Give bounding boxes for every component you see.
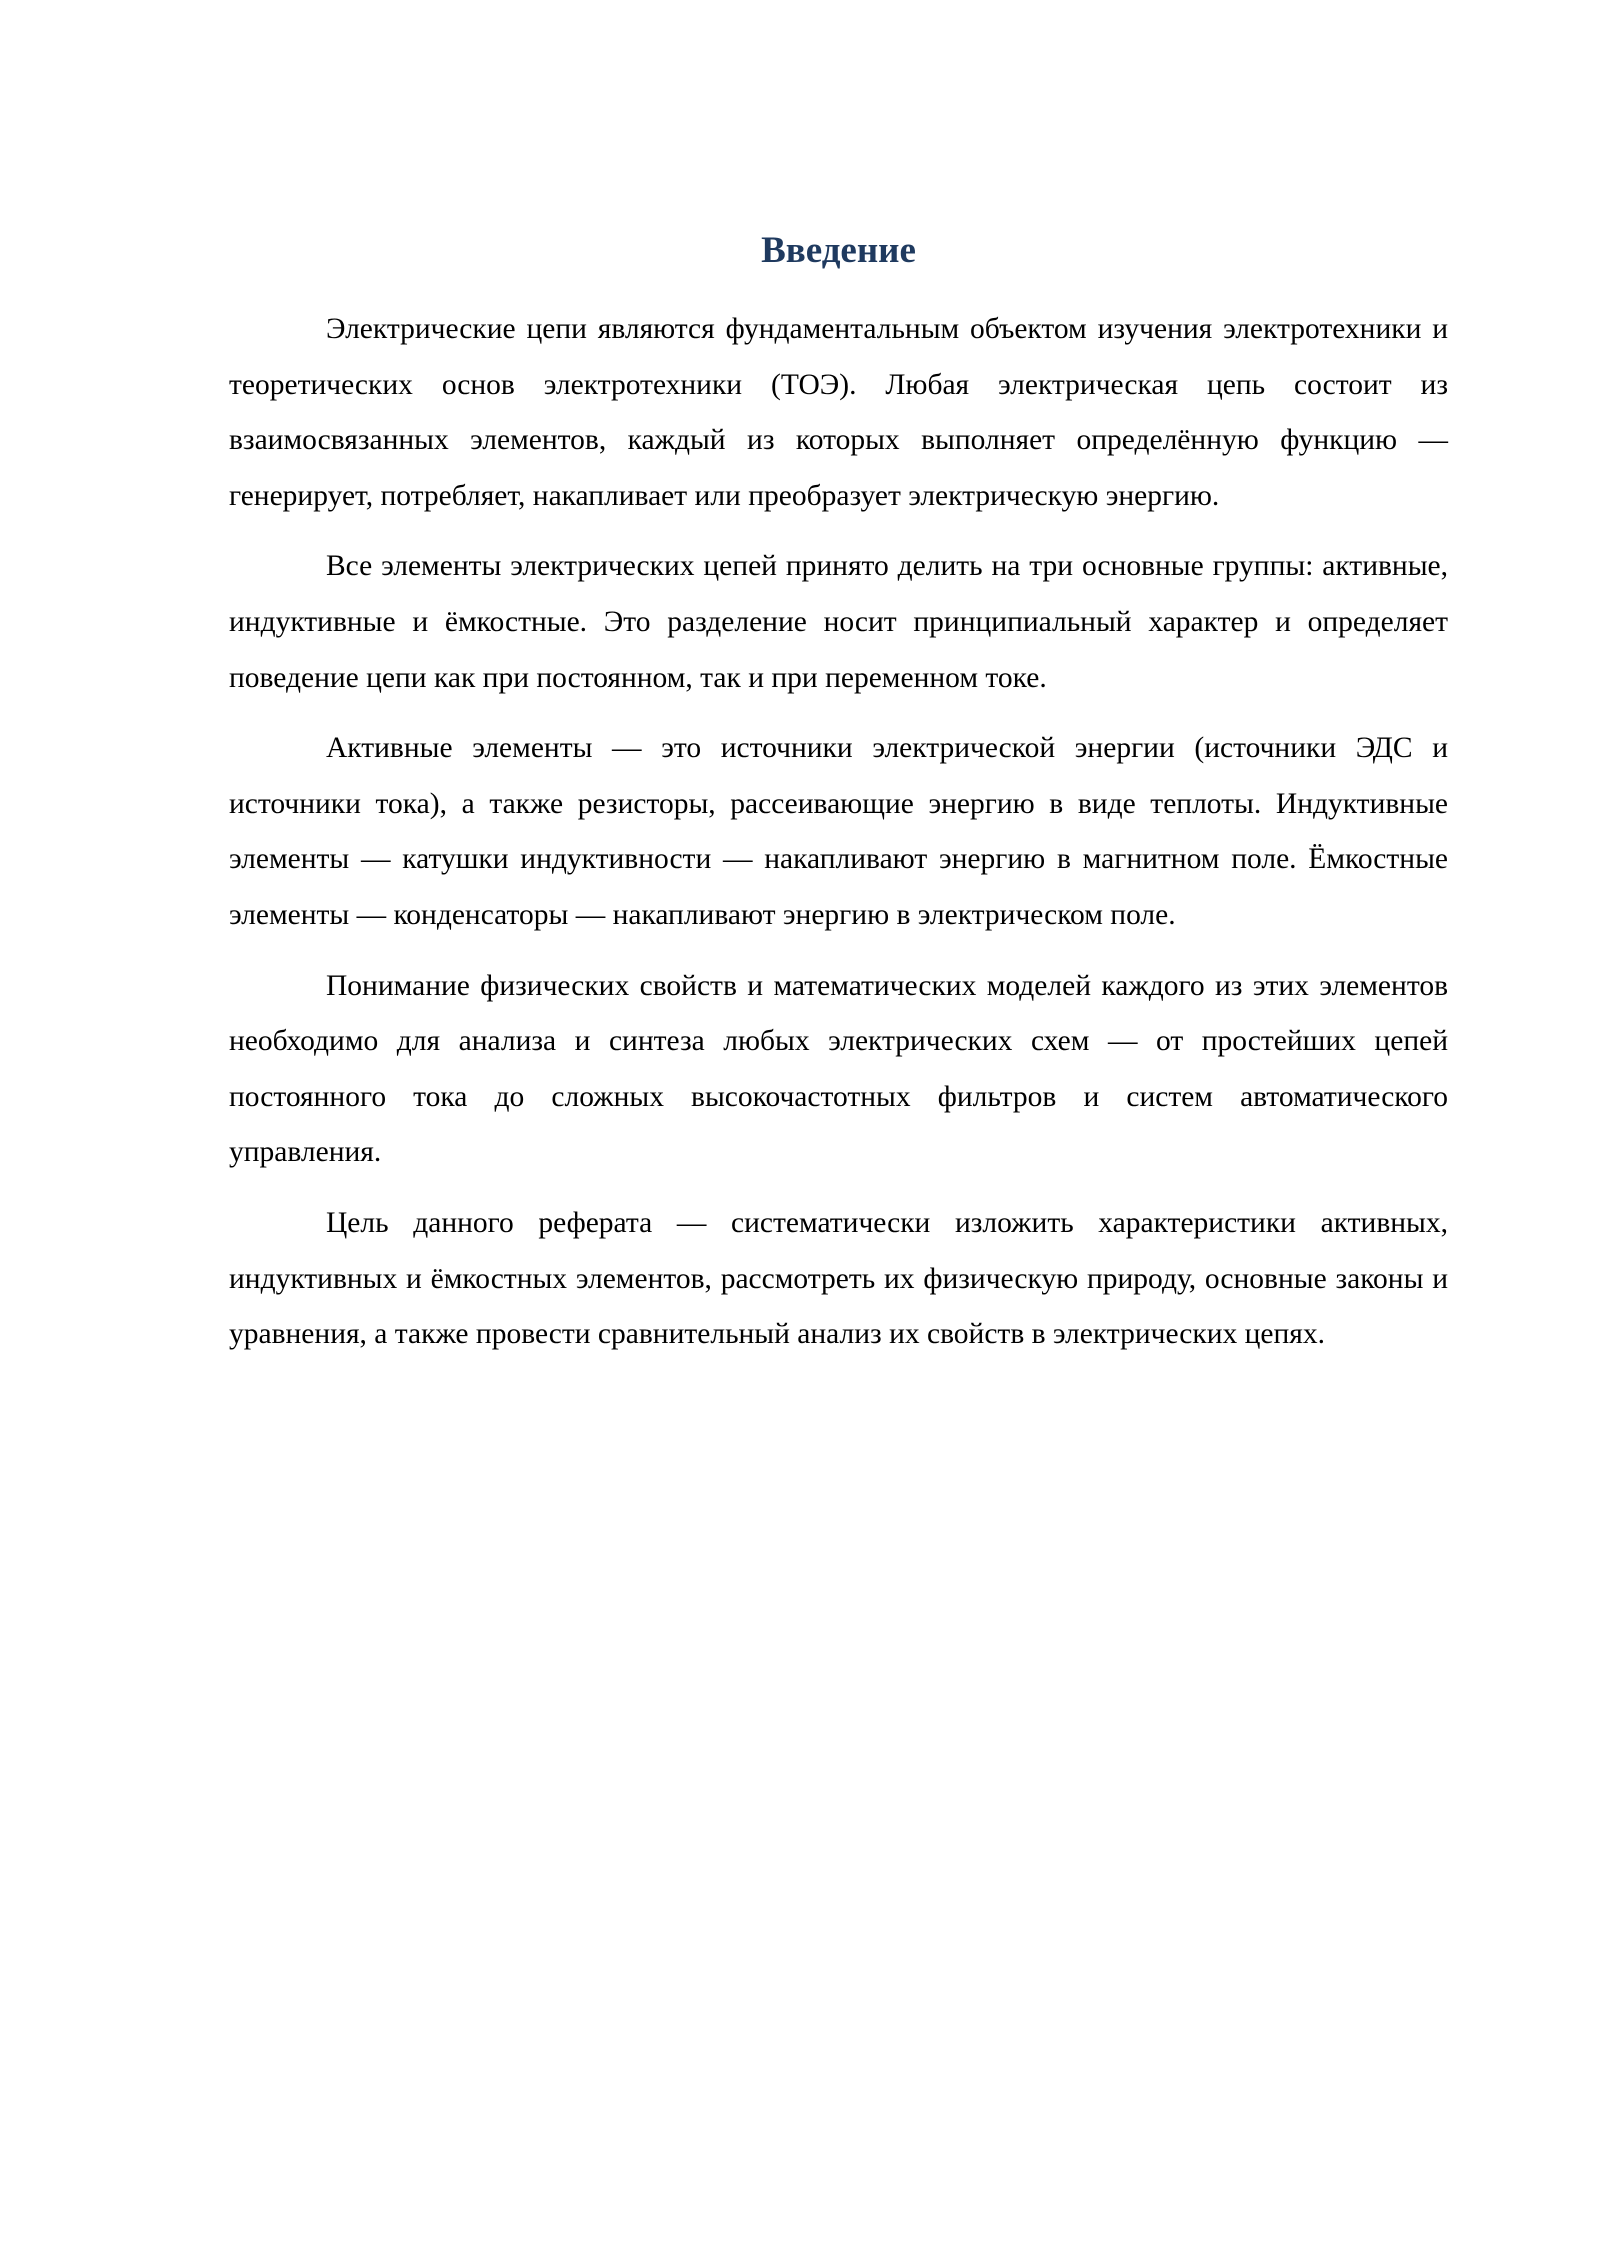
paragraph-1: Электрические цепи являются фундаментальным объектом изучения электротехники и теоретических основ электротехники (ТОЭ). Любая электрическая цепь состоит из взаимосвязанных элементов, каждый из которых выполняет определённую функцию — генерирует, потребляет, накапливает или преобразует электрическую энергию. (229, 313, 1448, 512)
document-body (229, 222, 1448, 1378)
paragraph-5: Цель данного реферата — систематически изложить характеристики активных, индуктивных и ёмкостных элементов, рассмотреть их физическую природу, основные законы и уравнения, а также провести сравнительный анализ их свойств в электрических цепях. (229, 1206, 1448, 1351)
paragraph-3: Активные элементы — это источники электрической энергии (источники ЭДС и источники тока), а также резисторы, рассеивающие энергию в виде теплоты. Индуктивные элементы — катушки индуктивности — накапливают энергию в магнитном поле. Ёмкостные элементы — конденсаторы — накапливают энергию в электрическом поле. (229, 732, 1448, 931)
paragraph-4: Понимание физических свойств и математических моделей каждого из этих элементов необходимо для анализа и синтеза любых электрических схем — от простейших цепей постоянного тока до сложных высокочастотных фильтров и систем автоматического управления. (229, 969, 1448, 1169)
page-title: Введение (761, 230, 916, 271)
paragraph-2: Все элементы электрических цепей принято делить на три основные группы: активные, индуктивные и ёмкостные. Это разделение носит принципиальный характер и определяет поведение цепи как при постоянном, так и при переменном токе. (229, 550, 1448, 694)
